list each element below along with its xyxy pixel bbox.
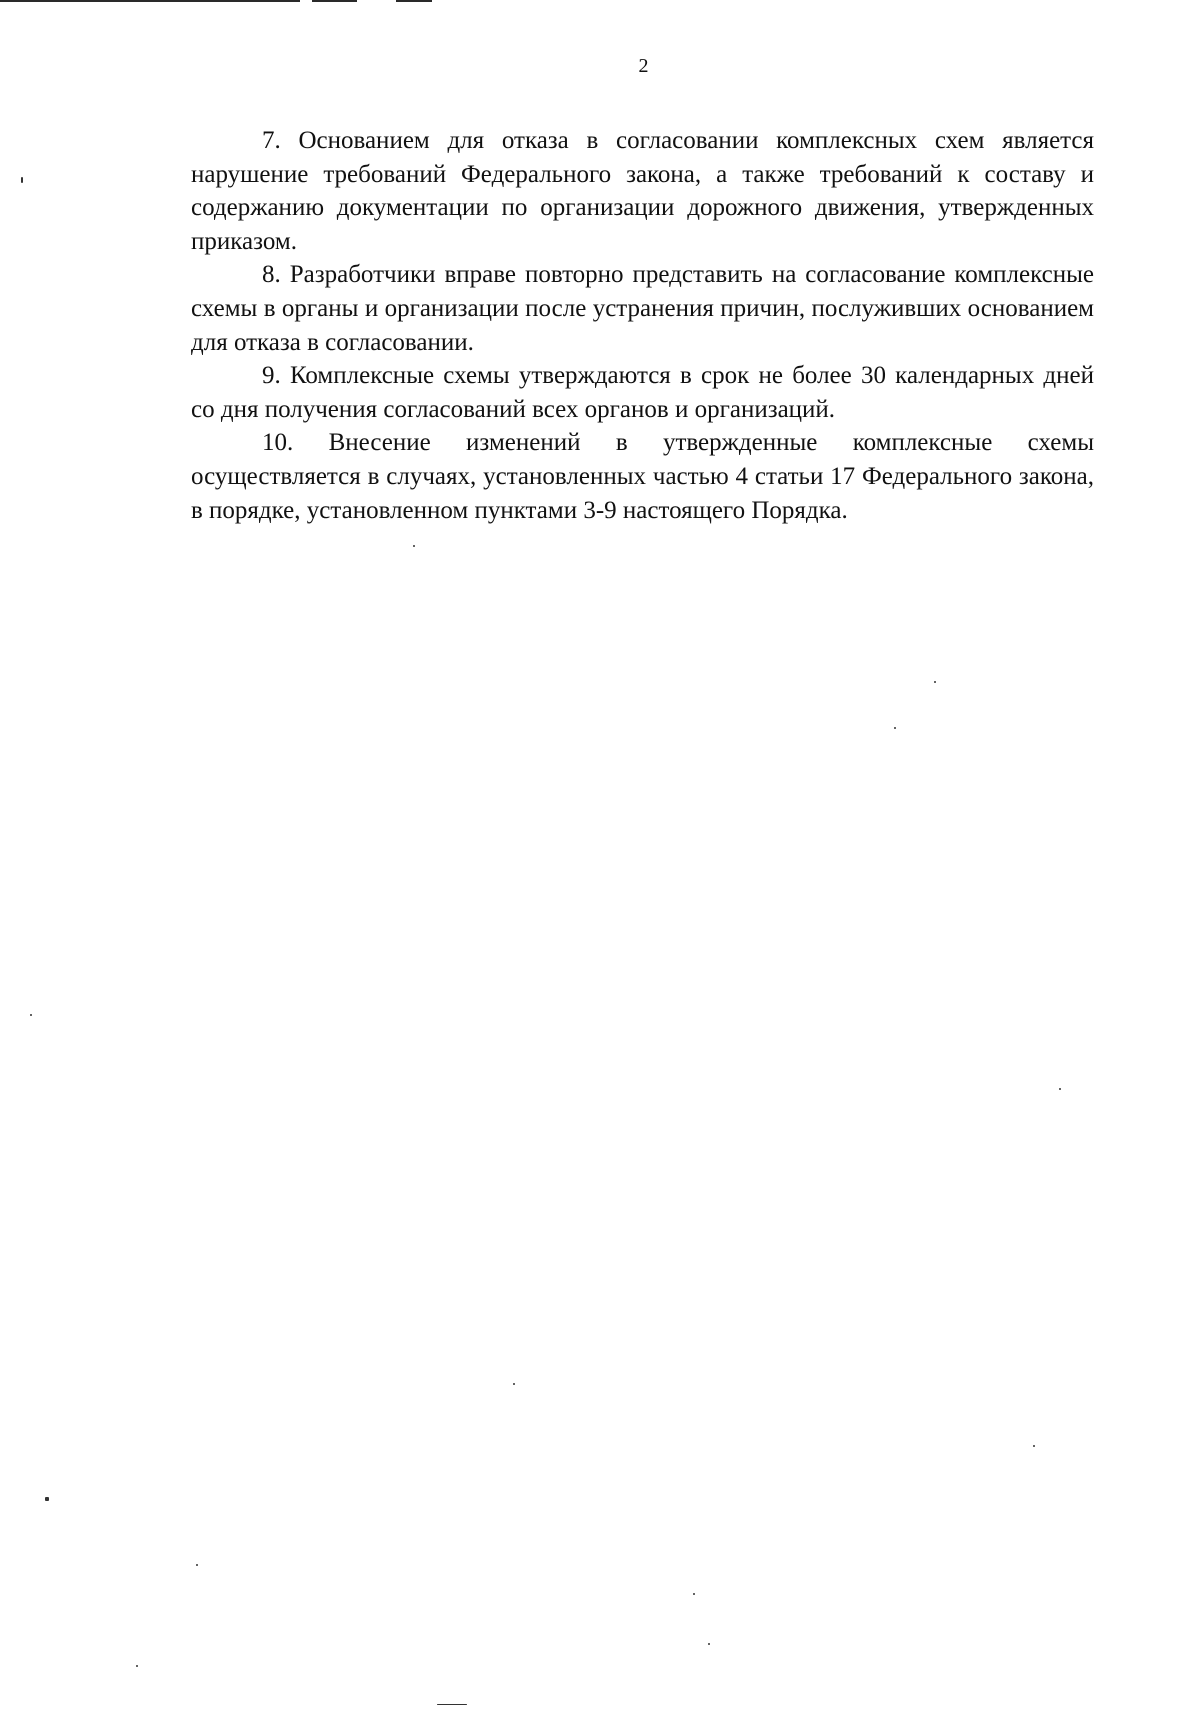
scan-speck [513, 1383, 515, 1385]
scan-artifact-line [0, 0, 300, 2]
document-body [191, 124, 1094, 527]
paragraph-10: 10. Внесение изменений в утвержденные комплексные схемы осуществляется в случаях, установленных частью 4 статьи 17 Федерального закона, в порядке, установленном пунктами 3-9 настоящего Порядка. [191, 429, 1094, 524]
scan-speck [45, 1497, 49, 1501]
scan-speck [21, 177, 23, 183]
scan-speck [1033, 1445, 1035, 1447]
scan-speck [136, 1665, 138, 1667]
paragraph-9: 9. Комплексные схемы утверждаются в срок не более 30 календарных дней со дня получения согласований всех органов и организаций. [191, 362, 1094, 423]
paragraph-8: 8. Разработчики вправе повторно представить на согласование комплексные схемы в органы и организации после устранения причин, послуживших основанием для отказа в согласовании. [191, 261, 1094, 356]
scan-speck [708, 1643, 710, 1645]
scan-speck [894, 727, 896, 729]
scan-speck [30, 1014, 32, 1016]
scan-speck [1059, 1088, 1061, 1090]
scan-speck [693, 1593, 695, 1595]
scan-speck [196, 1564, 198, 1566]
scan-artifact-line [396, 0, 432, 2]
scan-speck [413, 545, 415, 547]
scan-artifact-line [312, 0, 357, 2]
paragraph-7: 7. Основанием для отказа в согласовании комплексных схем является нарушение требований Федерального закона, а также требований к составу и содержанию документации по организации дорожного движения, утвержденных приказом. [191, 127, 1094, 255]
scan-speck [934, 681, 936, 683]
scan-speck [437, 1704, 467, 1705]
page-number: 2 [638, 55, 649, 77]
